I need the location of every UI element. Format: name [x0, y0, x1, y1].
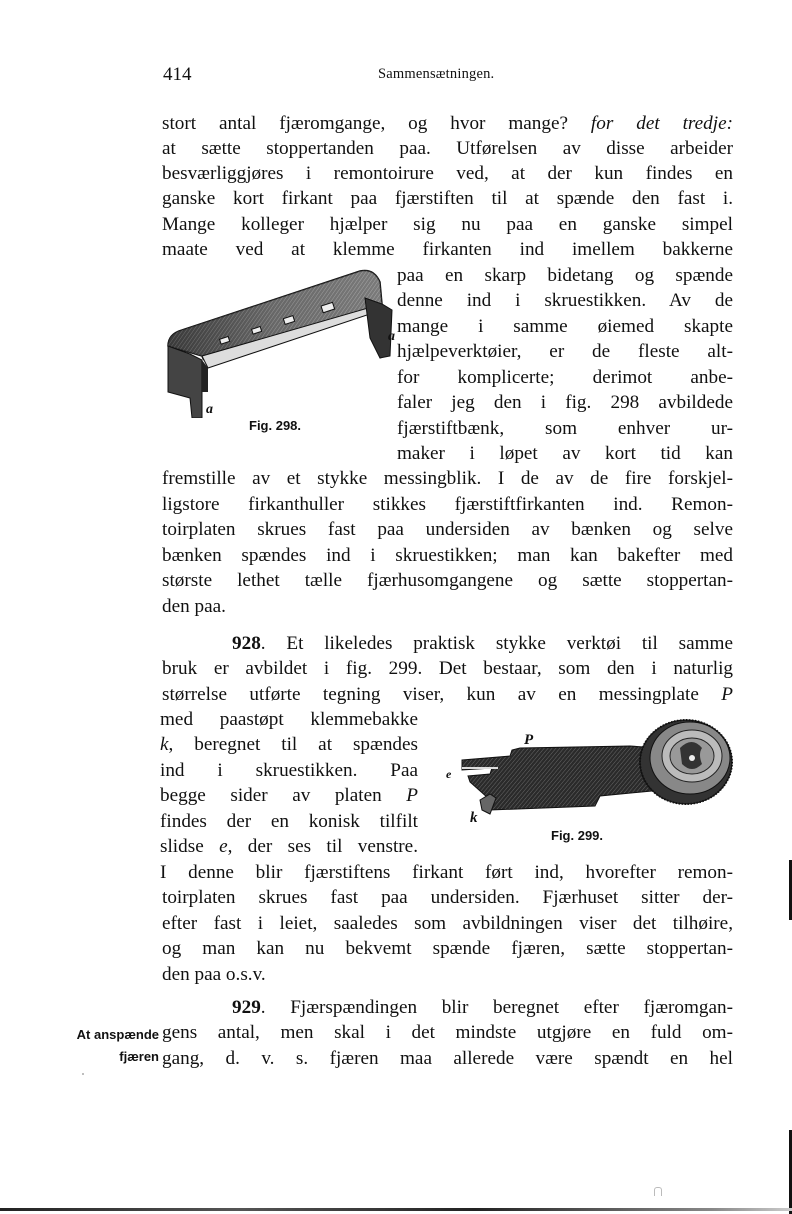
svg-text:k: k [470, 810, 478, 826]
figure-298 [160, 268, 400, 418]
body-line: slidse e, der ses til venstre. [160, 836, 418, 857]
body-line: med paastøpt klemmebakke [160, 709, 418, 730]
body-line: størrelse utførte tegning viser, kun av en messingplate P [162, 684, 733, 705]
section-number: 929 [232, 997, 261, 1018]
running-title: Sammensætningen. [378, 66, 495, 82]
scan-speck [654, 1187, 662, 1196]
italic-phrase: for det tredje: [590, 113, 734, 134]
body-line: at sætte stoppertanden paa. Utførelsen av disse arbeider [162, 138, 733, 159]
margin-note: At anspænde fjæren [76, 1027, 159, 1064]
body-line: paa en skarp bidetang og spænde [397, 265, 733, 286]
section-929-first-line: 929. Fjærspændingen blir beregnet efter fjæromgan- [232, 997, 733, 1018]
body-line: største lethet tælle fjærhusomgangene og sætte stoppertan- [162, 570, 733, 591]
body-line: efter fast i leiet, saaledes som avbildningen viser det tilhøire, [162, 913, 733, 934]
body-line: hjælpeverktøier, er de fleste alt- [397, 341, 733, 362]
body-line: k, beregnet til at spændes [160, 734, 418, 755]
body-line: fjærstiftbænk, som enhver ur- [397, 418, 733, 439]
body-line: mange i samme øiemed skapte [397, 316, 733, 337]
body-line: denne ind i skruestikken. Av de [397, 290, 733, 311]
body-line: for komplicerte; derimot anbe- [397, 367, 733, 388]
body-line: Mange kolleger hjælper sig nu paa en ganske simpel [162, 214, 733, 235]
figure-caption-298: Fig. 298. [249, 418, 302, 433]
section-number: 928 [232, 633, 261, 654]
svg-text:e: e [446, 767, 452, 781]
section-928-first-line: 928. Et likeledes praktisk stykke verktøi til samme [232, 633, 733, 654]
scan-edge-bottom [0, 1208, 792, 1211]
body-line: ind i skruestikken. Paa [160, 760, 418, 781]
body-line: I denne blir fjærstiftens firkant ført ind, hvorefter remon- [160, 862, 733, 883]
scan-speck [82, 1073, 84, 1075]
body-line: og man kan nu bekvemt spænde fjæren, sætte stoppertan- [162, 938, 733, 959]
body-line: findes der en konisk tilfilt [160, 811, 418, 832]
label-a: a [388, 329, 395, 344]
body-line: stort antal fjæromgange, og hvor mange? for det tredje: [162, 113, 734, 134]
body-line: maker i løpet av kort tid kan [397, 443, 733, 464]
body-line: den paa. [162, 596, 226, 617]
label-a: a [206, 402, 213, 417]
body-line: gang, d. v. s. fjæren maa allerede være spændt en hel [162, 1048, 733, 1069]
figure-299 [440, 718, 740, 826]
body-line: ganske kort firkant paa fjærstiften til at spænde den fast i. [162, 188, 733, 209]
body-line: fremstille av et stykke messingblik. I de av de fire forskjel- [162, 468, 733, 489]
body-line: faler jeg den i fig. 298 avbildede [397, 392, 733, 413]
body-line: gens antal, men skal i det mindste utgjøre en fuld om- [162, 1022, 733, 1043]
body-line: maate ved at klemme firkanten ind imellem bakkerne [162, 239, 733, 260]
body-line: toirplaten skrues fast paa undersiden. Fjærhuset sitter der- [162, 887, 733, 908]
body-line: den paa o.s.v. [162, 964, 266, 985]
svg-text:P: P [524, 732, 534, 748]
body-line: begge sider av platen P [160, 785, 419, 806]
mainspring-winder-plate-illustration [440, 718, 740, 826]
body-line: ligstore firkanthuller stikkes fjærstiftfirkanten ind. Remon- [162, 494, 733, 515]
body-line: toirplaten skrues fast paa undersiden av bænken og selve [162, 519, 733, 540]
figure-caption-299: Fig. 299. [551, 828, 604, 843]
body-line: bænken spændes ind i skruestikken; man kan bakefter med [162, 545, 733, 566]
body-line: bruk er avbildet i fig. 299. Det bestaar, som den i naturlig [162, 658, 733, 679]
spring-arbor-bench-illustration [160, 268, 400, 418]
body-line: besværliggjøres i remontoirure ved, at der kun findes en [162, 163, 733, 184]
page-number: 414 [163, 64, 192, 85]
